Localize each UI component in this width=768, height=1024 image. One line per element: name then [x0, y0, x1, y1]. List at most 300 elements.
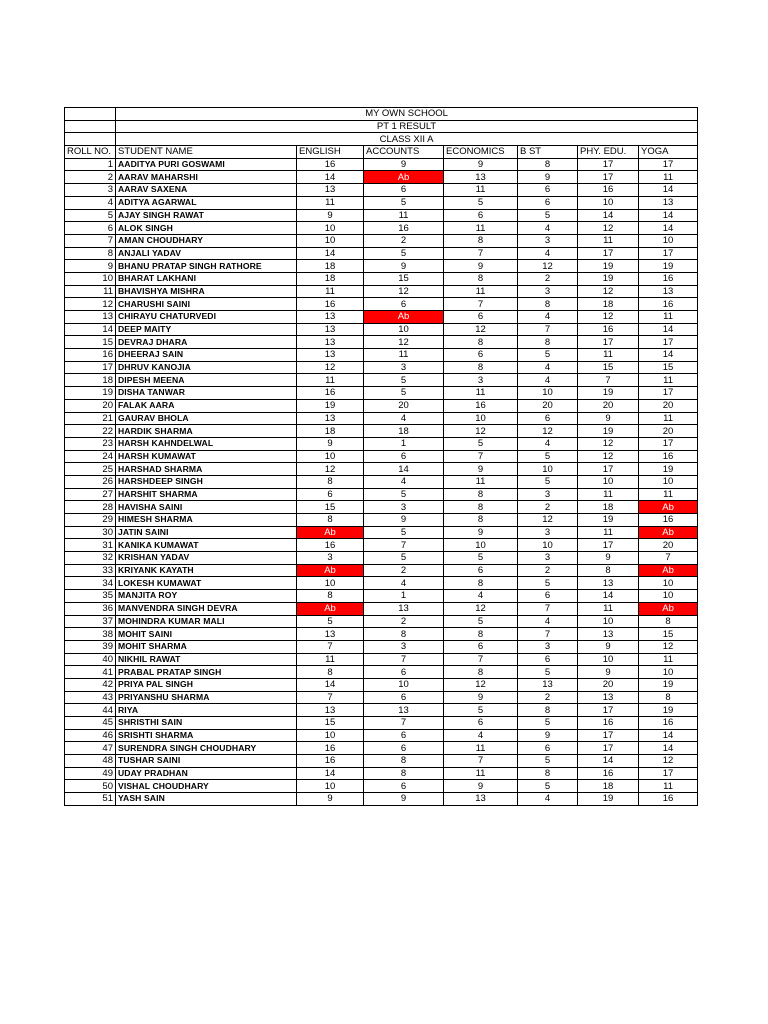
economics-mark: 5 — [444, 196, 518, 209]
table-row — [65, 298, 698, 311]
phy-edu-mark: 19 — [578, 387, 639, 400]
english-mark: 10 — [297, 577, 364, 590]
student-name: LOKESH KUMAWAT — [116, 577, 297, 590]
economics-mark: 9 — [444, 260, 518, 273]
economics-mark: 4 — [444, 729, 518, 742]
bst-mark: 13 — [518, 678, 578, 691]
table-row — [65, 628, 698, 641]
bst-mark: 5 — [518, 577, 578, 590]
yoga-mark: 7 — [639, 552, 698, 565]
economics-mark: 6 — [444, 717, 518, 730]
economics-mark: 5 — [444, 615, 518, 628]
student-name: PRIYANSHU SHARMA — [116, 691, 297, 704]
english-mark: 11 — [297, 653, 364, 666]
student-name: NIKHIL RAWAT — [116, 653, 297, 666]
student-name: UDAY PRADHAN — [116, 767, 297, 780]
bst-mark: 5 — [518, 475, 578, 488]
roll-number: 14 — [65, 323, 116, 336]
bst-mark: 6 — [518, 196, 578, 209]
yoga-mark: 17 — [639, 247, 698, 260]
table-row — [65, 234, 698, 247]
roll-number: 20 — [65, 399, 116, 412]
table-row — [65, 450, 698, 463]
english-mark: 16 — [297, 298, 364, 311]
accounts-mark: 4 — [364, 577, 444, 590]
student-name: BHANU PRATAP SINGH RATHORE — [116, 260, 297, 273]
roll-number: 10 — [65, 272, 116, 285]
yoga-mark: 11 — [639, 488, 698, 501]
english-mark: 14 — [297, 171, 364, 184]
blank-cell — [65, 120, 116, 133]
accounts-mark: 13 — [364, 602, 444, 615]
economics-mark: 5 — [444, 704, 518, 717]
column-header-roll: ROLL NO. — [65, 146, 116, 159]
table-row — [65, 285, 698, 298]
roll-number: 36 — [65, 602, 116, 615]
bst-mark: 6 — [518, 590, 578, 603]
student-name: DIPESH MEENA — [116, 374, 297, 387]
bst-mark: 2 — [518, 564, 578, 577]
english-mark: 8 — [297, 514, 364, 527]
bst-mark: 5 — [518, 780, 578, 793]
student-name: TUSHAR SAINI — [116, 755, 297, 768]
sheet-body — [65, 108, 698, 806]
phy-edu-mark: 12 — [578, 437, 639, 450]
table-row — [65, 488, 698, 501]
table-row — [65, 729, 698, 742]
accounts-mark: 8 — [364, 628, 444, 641]
student-name: ALOK SINGH — [116, 222, 297, 235]
accounts-mark: 1 — [364, 590, 444, 603]
student-name: CHARUSHI SAINI — [116, 298, 297, 311]
economics-mark: 11 — [444, 387, 518, 400]
economics-mark: 9 — [444, 526, 518, 539]
phy-edu-mark: 16 — [578, 323, 639, 336]
yoga-mark: 19 — [639, 678, 698, 691]
table-row — [65, 590, 698, 603]
roll-number: 6 — [65, 222, 116, 235]
table-row — [65, 552, 698, 565]
title-row — [65, 108, 698, 121]
roll-number: 46 — [65, 729, 116, 742]
column-header-yoga: YOGA — [639, 146, 698, 159]
economics-mark: 6 — [444, 209, 518, 222]
bst-mark: 4 — [518, 247, 578, 260]
economics-mark: 12 — [444, 602, 518, 615]
student-name: FALAK AARA — [116, 399, 297, 412]
table-row — [65, 514, 698, 527]
table-row — [65, 678, 698, 691]
table-row — [65, 501, 698, 514]
english-mark: 13 — [297, 336, 364, 349]
accounts-mark: 18 — [364, 425, 444, 438]
table-row — [65, 425, 698, 438]
table-row — [65, 615, 698, 628]
yoga-mark: 15 — [639, 628, 698, 641]
english-mark: 11 — [297, 285, 364, 298]
yoga-mark: 14 — [639, 184, 698, 197]
economics-mark: 7 — [444, 755, 518, 768]
english-mark: 10 — [297, 234, 364, 247]
roll-number: 51 — [65, 793, 116, 806]
table-row — [65, 209, 698, 222]
student-name: DEVRAJ DHARA — [116, 336, 297, 349]
roll-number: 50 — [65, 780, 116, 793]
english-mark: 13 — [297, 349, 364, 362]
accounts-mark: Ab — [364, 311, 444, 324]
yoga-mark: 8 — [639, 691, 698, 704]
bst-mark: 10 — [518, 387, 578, 400]
bst-mark: 6 — [518, 412, 578, 425]
yoga-mark: 14 — [639, 349, 698, 362]
bst-mark: 8 — [518, 704, 578, 717]
yoga-mark: 16 — [639, 717, 698, 730]
yoga-mark: 17 — [639, 387, 698, 400]
yoga-mark: 20 — [639, 539, 698, 552]
roll-number: 41 — [65, 666, 116, 679]
bst-mark: 2 — [518, 501, 578, 514]
phy-edu-mark: 14 — [578, 590, 639, 603]
accounts-mark: 5 — [364, 247, 444, 260]
bst-mark: 3 — [518, 488, 578, 501]
accounts-mark: 5 — [364, 196, 444, 209]
accounts-mark: 12 — [364, 285, 444, 298]
yoga-mark: 19 — [639, 704, 698, 717]
yoga-mark: 11 — [639, 374, 698, 387]
table-row — [65, 387, 698, 400]
roll-number: 4 — [65, 196, 116, 209]
phy-edu-mark: 12 — [578, 450, 639, 463]
bst-mark: 20 — [518, 399, 578, 412]
roll-number: 42 — [65, 678, 116, 691]
table-row — [65, 311, 698, 324]
bst-mark: 5 — [518, 755, 578, 768]
student-name: AARAV SAXENA — [116, 184, 297, 197]
roll-number: 2 — [65, 171, 116, 184]
accounts-mark: 3 — [364, 361, 444, 374]
accounts-mark: 3 — [364, 501, 444, 514]
economics-mark: 9 — [444, 158, 518, 171]
roll-number: 12 — [65, 298, 116, 311]
yoga-mark: 13 — [639, 196, 698, 209]
yoga-mark: 13 — [639, 285, 698, 298]
column-header-english: ENGLISH — [297, 146, 364, 159]
roll-number: 37 — [65, 615, 116, 628]
accounts-mark: 6 — [364, 184, 444, 197]
bst-mark: 12 — [518, 260, 578, 273]
bst-mark: 4 — [518, 437, 578, 450]
student-name: ANJALI YADAV — [116, 247, 297, 260]
english-mark: 6 — [297, 488, 364, 501]
phy-edu-mark: 15 — [578, 361, 639, 374]
phy-edu-mark: 13 — [578, 628, 639, 641]
student-name: JATIN SAINI — [116, 526, 297, 539]
table-row — [65, 399, 698, 412]
economics-mark: 8 — [444, 488, 518, 501]
student-name: MOHIT SHARMA — [116, 640, 297, 653]
economics-mark: 11 — [444, 222, 518, 235]
economics-mark: 11 — [444, 475, 518, 488]
economics-mark: 8 — [444, 234, 518, 247]
student-name: AADITYA PURI GOSWAMI — [116, 158, 297, 171]
yoga-mark: 16 — [639, 272, 698, 285]
accounts-mark: 3 — [364, 640, 444, 653]
bst-mark: 4 — [518, 311, 578, 324]
bst-mark: 2 — [518, 272, 578, 285]
yoga-mark: 19 — [639, 463, 698, 476]
accounts-mark: 6 — [364, 450, 444, 463]
phy-edu-mark: 19 — [578, 260, 639, 273]
yoga-mark: 10 — [639, 577, 698, 590]
roll-number: 8 — [65, 247, 116, 260]
accounts-mark: 9 — [364, 158, 444, 171]
table-row — [65, 222, 698, 235]
accounts-mark: 9 — [364, 514, 444, 527]
roll-number: 43 — [65, 691, 116, 704]
table-row — [65, 158, 698, 171]
phy-edu-mark: 12 — [578, 311, 639, 324]
phy-edu-mark: 17 — [578, 539, 639, 552]
phy-edu-mark: 17 — [578, 742, 639, 755]
roll-number: 7 — [65, 234, 116, 247]
accounts-mark: 9 — [364, 793, 444, 806]
column-header-bst: B ST — [518, 146, 578, 159]
student-name: DHRUV KANOJIA — [116, 361, 297, 374]
table-row — [65, 171, 698, 184]
bst-mark: 3 — [518, 234, 578, 247]
phy-edu-mark: 18 — [578, 501, 639, 514]
accounts-mark: 13 — [364, 704, 444, 717]
english-mark: Ab — [297, 526, 364, 539]
table-row — [65, 526, 698, 539]
phy-edu-mark: 12 — [578, 222, 639, 235]
yoga-mark: 14 — [639, 222, 698, 235]
bst-mark: 8 — [518, 298, 578, 311]
phy-edu-mark: 17 — [578, 704, 639, 717]
english-mark: 7 — [297, 691, 364, 704]
accounts-mark: 5 — [364, 552, 444, 565]
phy-edu-mark: 14 — [578, 209, 639, 222]
bst-mark: 7 — [518, 628, 578, 641]
english-mark: 5 — [297, 615, 364, 628]
english-mark: 16 — [297, 387, 364, 400]
bst-mark: 5 — [518, 450, 578, 463]
yoga-mark: 11 — [639, 780, 698, 793]
phy-edu-mark: 11 — [578, 234, 639, 247]
phy-edu-mark: 11 — [578, 488, 639, 501]
student-name: KANIKA KUMAWAT — [116, 539, 297, 552]
yoga-mark: 10 — [639, 666, 698, 679]
phy-edu-mark: 8 — [578, 564, 639, 577]
table-row — [65, 793, 698, 806]
phy-edu-mark: 18 — [578, 780, 639, 793]
english-mark: 13 — [297, 628, 364, 641]
table-row — [65, 640, 698, 653]
bst-mark: 4 — [518, 793, 578, 806]
phy-edu-mark: 9 — [578, 666, 639, 679]
economics-mark: 6 — [444, 349, 518, 362]
bst-mark: 8 — [518, 767, 578, 780]
accounts-mark: 4 — [364, 475, 444, 488]
table-row — [65, 602, 698, 615]
phy-edu-mark: 10 — [578, 196, 639, 209]
yoga-mark: 16 — [639, 450, 698, 463]
phy-edu-mark: 17 — [578, 171, 639, 184]
student-name: MOHIT SAINI — [116, 628, 297, 641]
student-name: HAVISHA SAINI — [116, 501, 297, 514]
phy-edu-mark: 9 — [578, 640, 639, 653]
student-name: CHIRAYU CHATURVEDI — [116, 311, 297, 324]
yoga-mark: 16 — [639, 793, 698, 806]
english-mark: 14 — [297, 678, 364, 691]
english-mark: 13 — [297, 412, 364, 425]
english-mark: 13 — [297, 311, 364, 324]
roll-number: 38 — [65, 628, 116, 641]
bst-mark: 5 — [518, 209, 578, 222]
phy-edu-mark: 20 — [578, 399, 639, 412]
phy-edu-mark: 17 — [578, 247, 639, 260]
english-mark: 9 — [297, 793, 364, 806]
bst-mark: 3 — [518, 285, 578, 298]
economics-mark: 12 — [444, 678, 518, 691]
table-row — [65, 666, 698, 679]
english-mark: 16 — [297, 539, 364, 552]
roll-number: 1 — [65, 158, 116, 171]
economics-mark: 8 — [444, 272, 518, 285]
table-row — [65, 374, 698, 387]
english-mark: 16 — [297, 158, 364, 171]
english-mark: 18 — [297, 272, 364, 285]
yoga-mark: 20 — [639, 425, 698, 438]
phy-edu-mark: 11 — [578, 349, 639, 362]
column-header-phy-edu: PHY. EDU. — [578, 146, 639, 159]
roll-number: 33 — [65, 564, 116, 577]
economics-mark: 11 — [444, 742, 518, 755]
table-row — [65, 742, 698, 755]
yoga-mark: 17 — [639, 437, 698, 450]
english-mark: 15 — [297, 501, 364, 514]
economics-mark: 11 — [444, 285, 518, 298]
phy-edu-mark: 16 — [578, 184, 639, 197]
english-mark: 11 — [297, 196, 364, 209]
economics-mark: 16 — [444, 399, 518, 412]
phy-edu-mark: 20 — [578, 678, 639, 691]
yoga-mark: 14 — [639, 742, 698, 755]
english-mark: 13 — [297, 184, 364, 197]
roll-number: 5 — [65, 209, 116, 222]
english-mark: 18 — [297, 260, 364, 273]
roll-number: 44 — [65, 704, 116, 717]
english-mark: 8 — [297, 666, 364, 679]
economics-mark: 5 — [444, 437, 518, 450]
phy-edu-mark: 19 — [578, 272, 639, 285]
phy-edu-mark: 9 — [578, 552, 639, 565]
table-row — [65, 336, 698, 349]
yoga-mark: 19 — [639, 260, 698, 273]
english-mark: 12 — [297, 361, 364, 374]
phy-edu-mark: 16 — [578, 717, 639, 730]
economics-mark: 13 — [444, 171, 518, 184]
bst-mark: 4 — [518, 361, 578, 374]
accounts-mark: 6 — [364, 729, 444, 742]
table-row — [65, 247, 698, 260]
bst-mark: 5 — [518, 666, 578, 679]
yoga-mark: 10 — [639, 590, 698, 603]
roll-number: 13 — [65, 311, 116, 324]
accounts-mark: 1 — [364, 437, 444, 450]
yoga-mark: 10 — [639, 234, 698, 247]
english-mark: 7 — [297, 640, 364, 653]
table-row — [65, 260, 698, 273]
table-row — [65, 463, 698, 476]
table-row — [65, 780, 698, 793]
bst-mark: 4 — [518, 374, 578, 387]
roll-number: 28 — [65, 501, 116, 514]
student-name: AJAY SINGH RAWAT — [116, 209, 297, 222]
accounts-mark: 7 — [364, 717, 444, 730]
economics-mark: 6 — [444, 564, 518, 577]
bst-mark: 5 — [518, 349, 578, 362]
bst-mark: 5 — [518, 717, 578, 730]
economics-mark: 7 — [444, 450, 518, 463]
table-row — [65, 196, 698, 209]
table-row — [65, 755, 698, 768]
english-mark: 9 — [297, 437, 364, 450]
column-header-economics: ECONOMICS — [444, 146, 518, 159]
table-row — [65, 767, 698, 780]
economics-mark: 7 — [444, 653, 518, 666]
student-name: SURENDRA SINGH CHOUDHARY — [116, 742, 297, 755]
bst-mark: 12 — [518, 514, 578, 527]
roll-number: 21 — [65, 412, 116, 425]
economics-mark: 10 — [444, 539, 518, 552]
table-row — [65, 412, 698, 425]
yoga-mark: 14 — [639, 323, 698, 336]
phy-edu-mark: 13 — [578, 577, 639, 590]
student-name: VISHAL CHOUDHARY — [116, 780, 297, 793]
accounts-mark: 2 — [364, 564, 444, 577]
phy-edu-mark: 16 — [578, 767, 639, 780]
student-name: AMAN CHOUDHARY — [116, 234, 297, 247]
roll-number: 32 — [65, 552, 116, 565]
economics-mark: 8 — [444, 501, 518, 514]
english-mark: 10 — [297, 222, 364, 235]
english-mark: 19 — [297, 399, 364, 412]
student-name: MOHINDRA KUMAR MALI — [116, 615, 297, 628]
accounts-mark: 11 — [364, 349, 444, 362]
economics-mark: 11 — [444, 767, 518, 780]
roll-number: 34 — [65, 577, 116, 590]
student-name: HIMESH SHARMA — [116, 514, 297, 527]
yoga-mark: 14 — [639, 729, 698, 742]
table-row — [65, 272, 698, 285]
phy-edu-mark: 19 — [578, 514, 639, 527]
phy-edu-mark: 18 — [578, 298, 639, 311]
bst-mark: 8 — [518, 336, 578, 349]
yoga-mark: Ab — [639, 564, 698, 577]
economics-mark: 13 — [444, 793, 518, 806]
student-name: KRISHAN YADAV — [116, 552, 297, 565]
student-name: SHRISTHI SAIN — [116, 717, 297, 730]
yoga-mark: 11 — [639, 311, 698, 324]
phy-edu-mark: 7 — [578, 374, 639, 387]
bst-mark: 3 — [518, 640, 578, 653]
accounts-mark: 20 — [364, 399, 444, 412]
english-mark: 14 — [297, 767, 364, 780]
table-row — [65, 437, 698, 450]
phy-edu-mark: 9 — [578, 412, 639, 425]
bst-mark: 8 — [518, 158, 578, 171]
